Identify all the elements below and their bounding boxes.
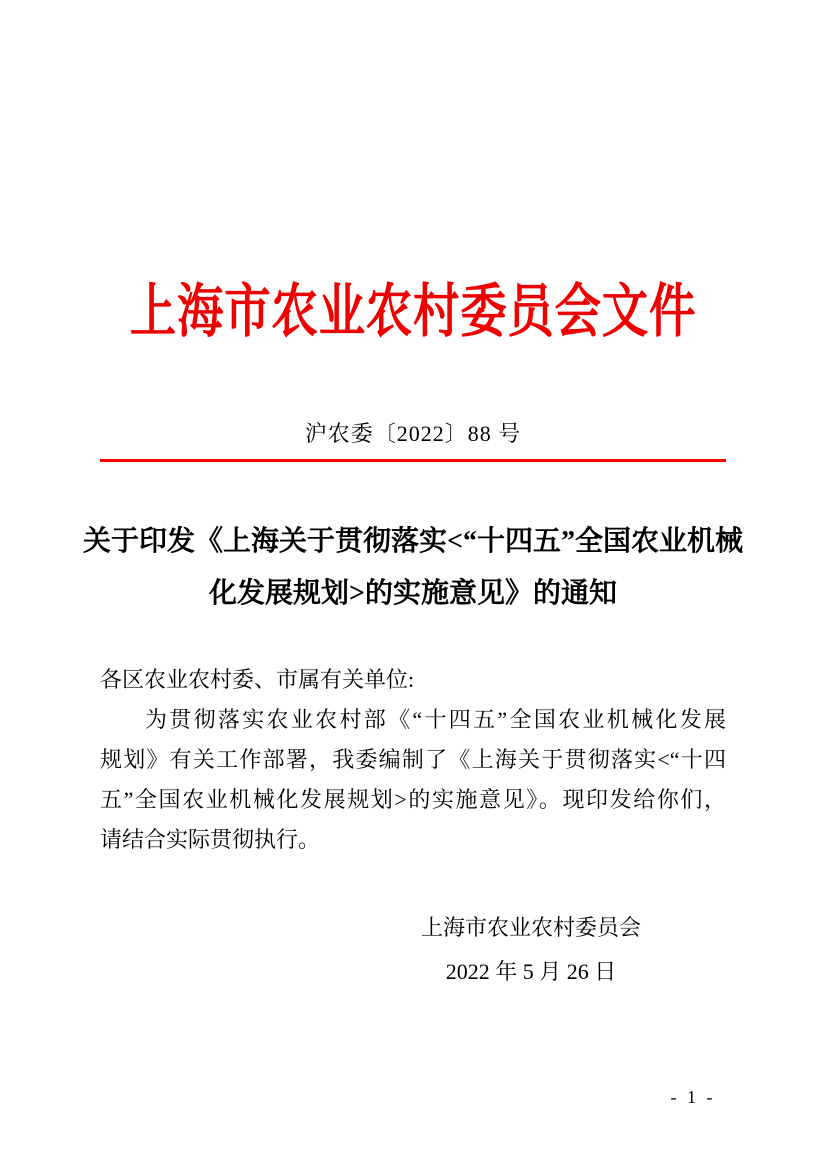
header-org-title: 上海市农业农村委员会文件: [129, 279, 697, 344]
body-line: 规划》有关工作部署，我委编制了《上海关于贯彻落实<“十四: [100, 747, 726, 772]
document-title-line1: 关于印发《上海关于贯彻落实<“十四五”全国农业机械: [83, 526, 743, 557]
document-body: [100, 660, 726, 860]
document-title: [50, 516, 776, 620]
document-header: [0, 279, 826, 360]
red-divider-rule: [100, 459, 726, 462]
doc-number: 沪农委〔2022〕88 号: [304, 421, 522, 446]
body-line: 为贯彻落实农业农村部《“十四五”全国农业机械化发展: [145, 707, 726, 732]
signoff-block: [351, 906, 711, 994]
signoff-date: 2022 年 5 月 26 日: [445, 959, 617, 984]
document-title-line2: 化发展规划>的实施意见》的通知: [209, 578, 617, 609]
page-number: - 1 -: [670, 1087, 716, 1107]
body-line: 请结合实际贯彻执行。: [100, 827, 321, 852]
body-line: 五”全国农业机械化发展规划>的实施意见》。现印发给你们，: [100, 787, 726, 812]
salutation-line: 各区农业农村委、市属有关单位:: [100, 667, 415, 692]
signoff-organization: 上海市农业农村委员会: [420, 915, 641, 940]
